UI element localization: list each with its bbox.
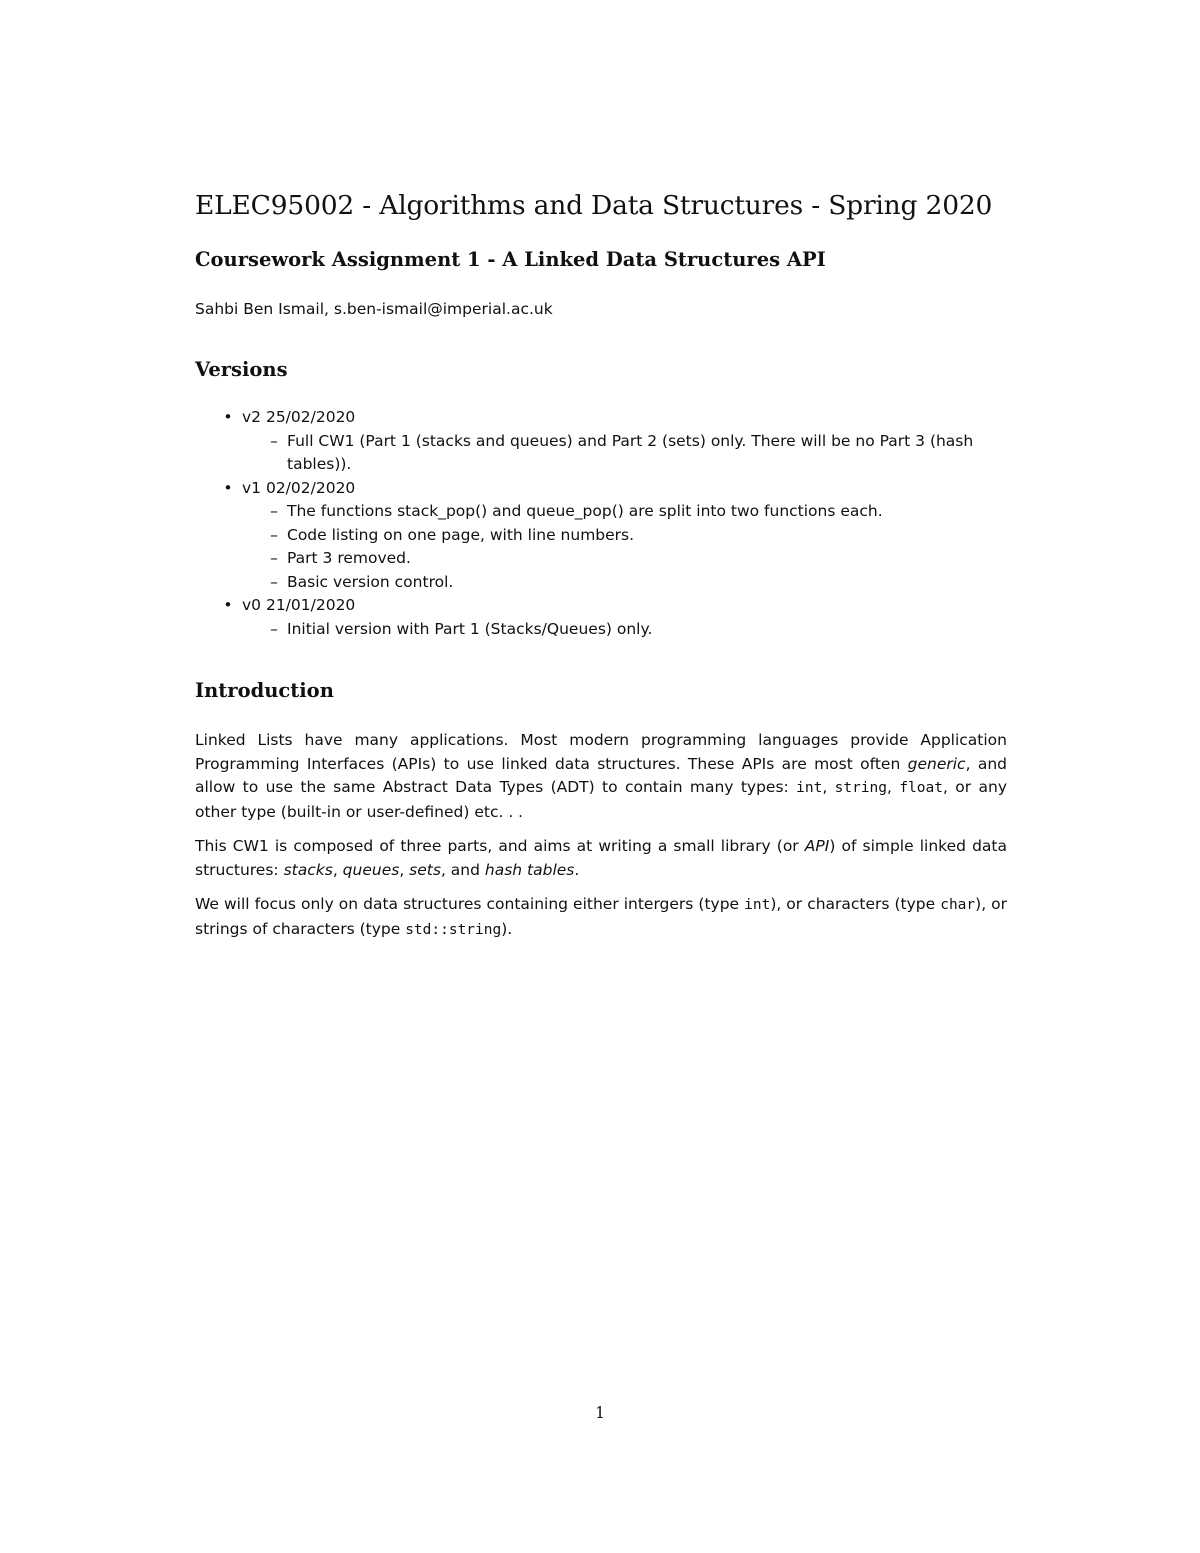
version-item [195,477,1007,595]
version-label: v2 25/02/2020 [242,408,356,426]
change-list [242,430,1007,477]
change-item: – Part 3 removed. [242,547,1007,571]
bullet-icon: • [223,596,233,614]
page-content [195,188,1007,942]
dash-icon: – [270,619,278,638]
change-item: – Code listing on one page, with line numbers. [242,524,1007,548]
version-list [195,406,1007,641]
dash-icon: – [270,549,278,567]
introduction-heading: Introduction [195,679,334,702]
versions-heading: Versions [195,358,288,381]
dash-icon: – [270,525,278,544]
intro-paragraph-1: Linked Lists have many applications. Most modern programming languages provide Application Programming Interfaces (APIs) to use linked data structures. These APIs are most often generic, and allow to use the same Abstract Data Types (ADT) to contain many types: int, string, float, or any other type (built-in or user-defined) etc. . . [195,731,1008,821]
dash-icon: – [270,502,278,520]
change-item: – Basic version control. [242,571,1007,595]
dash-icon: – [270,431,278,450]
intro-paragraph-3: We will focus only on data structures containing either intergers (type int), or characters (type char), or strings of characters (type std::string). [195,895,1007,938]
page-number: 1 [595,1404,605,1422]
change-list [242,500,1007,594]
change-item: – Full CW1 (Part 1 (stacks and queues) and Part 2 (sets) only. There will be no Part 3 (hash tables)). [242,430,1007,477]
intro-paragraph-2: This CW1 is composed of three parts, and aims at writing a small library (or API) of simple linked data structures: stacks, queues, sets, and hash tables. [195,837,1007,879]
bullet-icon: • [223,408,233,426]
version-label: v1 02/02/2020 [242,478,356,497]
document-subtitle: Coursework Assignment 1 - A Linked Data Structures API [195,248,826,271]
dash-icon: – [270,572,278,591]
bullet-icon: • [223,478,233,497]
author-line: Sahbi Ben Ismail, s.ben-ismail@imperial.ac.uk [195,300,553,318]
version-item [195,406,1007,477]
change-list [242,618,1007,642]
change-item: – Initial version with Part 1 (Stacks/Queues) only. [242,618,1007,642]
version-item [195,594,1007,641]
document-title: ELEC95002 - Algorithms and Data Structures - Spring 2020 [195,190,993,221]
version-label: v0 21/01/2020 [242,596,356,614]
change-item: – The functions stack_pop() and queue_pop() are split into two functions each. [242,500,1007,524]
